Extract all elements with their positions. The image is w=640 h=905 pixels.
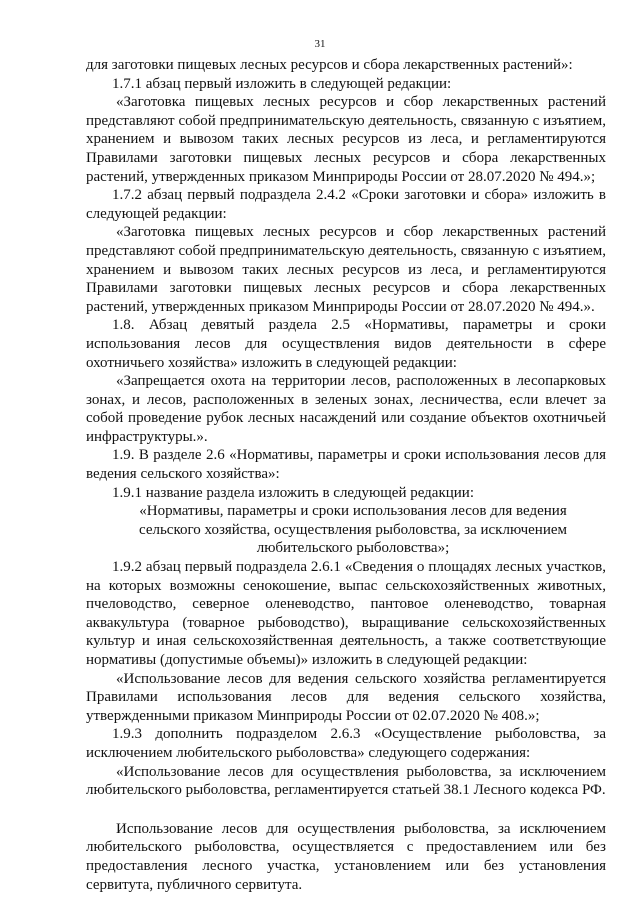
paragraph-quote-1-9-2: «Использование лесов для ведения сельского хозяйства регламентируется Правилами использования лесов для ведения сельского хозяйства, утвержденными приказом Минприроды России от 02.07.2020 № 408.»;	[86, 670, 606, 724]
paragraph-quote-1-7-1: «Заготовка пищевых лесных ресурсов и сбор лекарственных растений представляют собой предпринимательскую деятельность, связанную с изъятием, хранением и вывозом таких лесных ресурсов из леса, и регламентируются Правилами заготовки пищевых лесных ресурсов и сбора лекарственных растений, утвержденных приказом Минприроды России от 28.07.2020 № 494.»;	[86, 94, 606, 185]
paragraph-quote-1-7-2: «Заготовка пищевых лесных ресурсов и сбор лекарственных растений представляют собой предпринимательскую деятельность, связанную с изъятием, хранением и вывозом таких лесных ресурсов из леса, и регламентируются Правилами заготовки пищевых лесных ресурсов и сбора лекарственных растений, утвержденных приказом Минприроды России от 28.07.2020 № 494.».	[86, 224, 606, 315]
paragraph-fishing-use: Использование лесов для осуществления рыболовства, за исключением любительского рыболовства, осуществляется с предоставлением или без предоставления лесного участка, установлением или без установления сервитута, публичного сервитута.	[86, 820, 606, 893]
paragraph-1-9-3: 1.9.3 дополнить подразделом 2.6.3 «Осуществление рыболовства, за исключением любительского рыболовства» следующего содержания:	[86, 726, 606, 761]
paragraph-1-8: 1.8. Абзац девятый раздела 2.5 «Нормативы, параметры и сроки использования лесов для осуществления видов деятельности в сфере охотничьего хозяйства» изложить в следующей редакции:	[86, 317, 606, 371]
paragraph-quote-1-8: «Запрещается охота на территории лесов, расположенных в лесопарковых зонах, и лесов, расположенных в зеленых зонах, лесничества, если влечет за собой проведение рубок лесных насаждений или создание объектов охотничьей инфраструктуры.».	[86, 373, 606, 445]
paragraph-quote-1-9-1: «Нормативы, параметры и сроки использования лесов для ведения сельского хозяйства, осуществления рыболовства, за исключением любительского рыболовства»;	[138, 503, 567, 557]
paragraph-1-7-2: 1.7.2 абзац первый подраздела 2.4.2 «Сроки заготовки и сбора» изложить в следующей редакции:	[86, 187, 606, 222]
paragraph-1-9: 1.9. В разделе 2.6 «Нормативы, параметры и сроки использования лесов для ведения сельского хозяйства»:	[86, 447, 606, 483]
page-number: 31	[314, 38, 326, 50]
document-body	[86, 56, 606, 894]
paragraph-spacer	[86, 800, 606, 820]
paragraph-intro-continuation: для заготовки пищевых лесных ресурсов и сбора лекарственных растений»:	[86, 57, 573, 73]
paragraph-1-7-1: 1.7.1 абзац первый изложить в следующей редакции:	[112, 75, 452, 92]
paragraph-quote-1-9-3: «Использование лесов для осуществления рыболовства, за исключением любительского рыболовства, регламентируется статьей 38.1 Лесного кодекса РФ.	[86, 763, 606, 799]
paragraph-1-9-1: 1.9.1 название раздела изложить в следующей редакции:	[112, 484, 475, 501]
paragraph-1-9-2: 1.9.2 абзац первый подраздела 2.6.1 «Сведения о площадях лесных участков, на которых возможны сенокошение, выпас сельскохозяйственных животных, пчеловодство, северное оленеводство, пантовое оленеводство, товарная аквакультура (товарное рыбоводство), выращивание сельскохозяйственных культур и иная сельскохозяйственная деятельность, а также соответствующие нормативы (допустимые объемы)» изложить в следующей редакции:	[86, 559, 606, 668]
